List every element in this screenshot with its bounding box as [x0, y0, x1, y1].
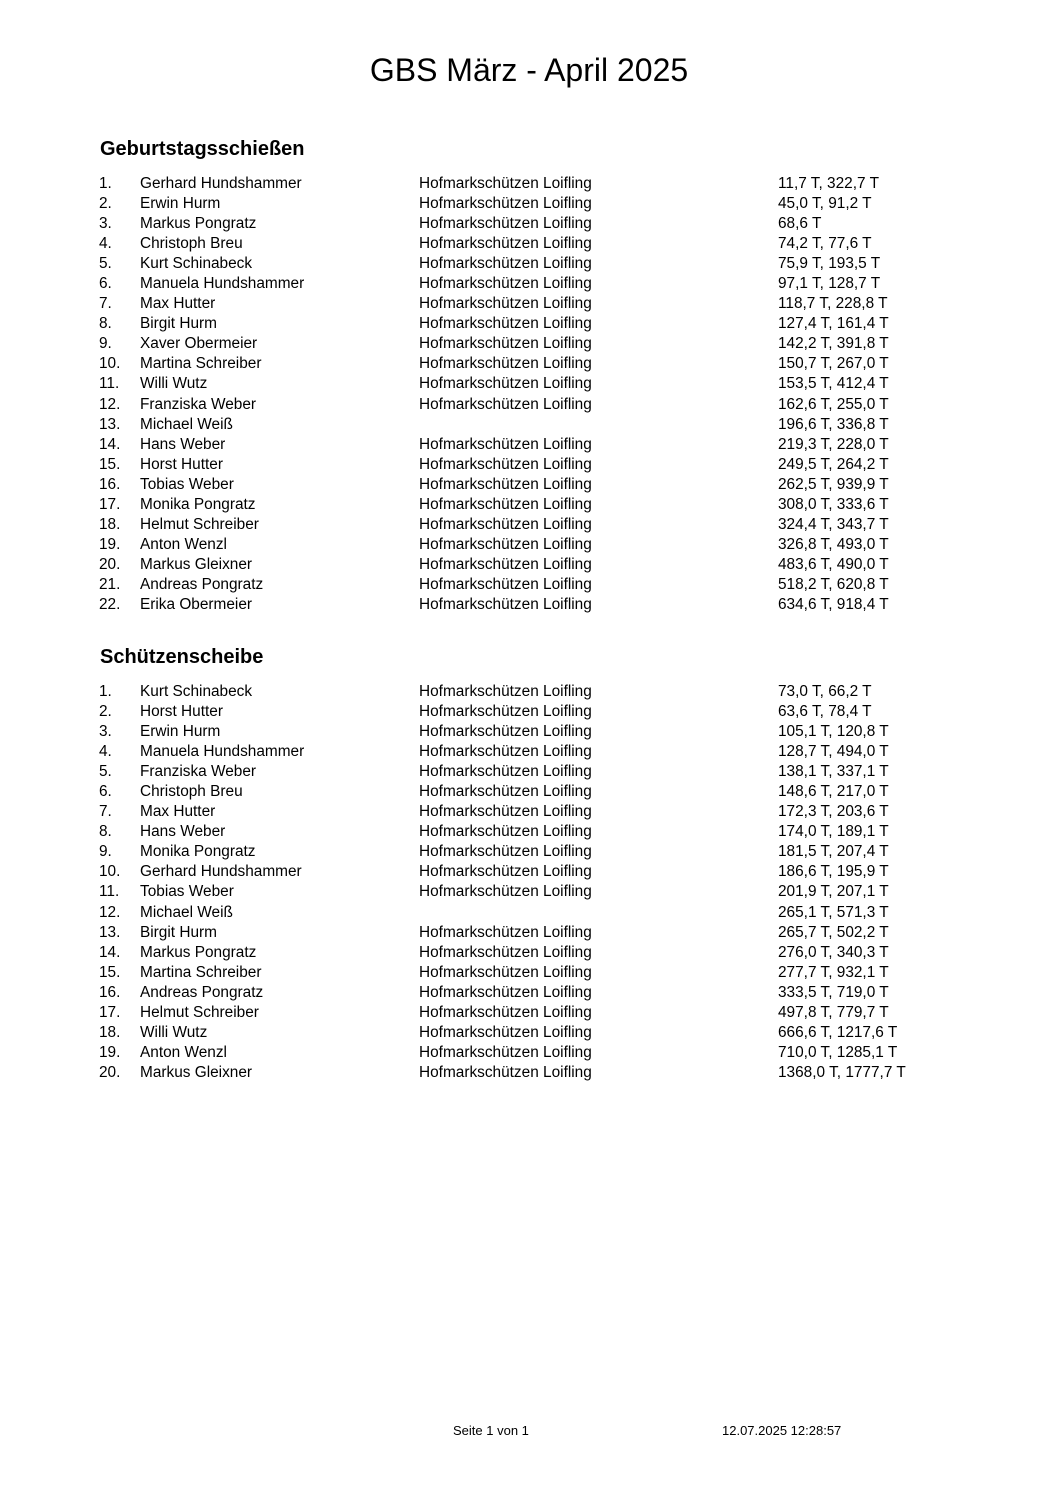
result-cell: 497,8 T, 779,7 T: [778, 1003, 889, 1021]
name-cell: Michael Weiß: [140, 415, 233, 433]
club-cell: Hofmarkschützen Loifling: [419, 883, 592, 901]
name-cell: Andreas Pongratz: [140, 575, 264, 593]
table-row: [0, 983, 1058, 1003]
rank-cell: 2.: [99, 195, 112, 213]
rank-cell: 15.: [99, 963, 121, 981]
name-cell: Tobias Weber: [140, 475, 234, 493]
rank-cell: 6.: [99, 275, 112, 293]
name-cell: Horst Hutter: [140, 703, 223, 721]
rank-cell: 2.: [99, 703, 112, 721]
rank-cell: 17.: [99, 495, 121, 513]
rank-cell: 19.: [99, 535, 121, 553]
table-row: [0, 722, 1058, 742]
rank-cell: 13.: [99, 415, 121, 433]
footer-page-number: Seite 1 von 1: [453, 1423, 529, 1438]
name-cell: Kurt Schinabeck: [140, 683, 253, 700]
rank-cell: 15.: [99, 455, 121, 473]
table-row: [0, 943, 1058, 963]
club-cell: Hofmarkschützen Loifling: [419, 235, 592, 253]
name-cell: Martina Schreiber: [140, 355, 262, 373]
club-cell: Hofmarkschützen Loifling: [419, 555, 592, 573]
table-row: [0, 435, 1058, 455]
club-cell: Hofmarkschützen Loifling: [419, 823, 592, 841]
table-row: [0, 495, 1058, 515]
result-cell: 265,1 T, 571,3 T: [778, 903, 889, 921]
page-title: GBS März - April 2025: [369, 52, 689, 88]
table-row: [0, 1043, 1058, 1063]
rank-cell: 20.: [99, 555, 121, 573]
table-row: [0, 802, 1058, 822]
result-cell: 324,4 T, 343,7 T: [778, 515, 889, 533]
result-cell: 634,6 T, 918,4 T: [778, 595, 889, 613]
result-cell: 483,6 T, 490,0 T: [778, 555, 889, 573]
name-cell: Markus Gleixner: [140, 1063, 253, 1081]
result-cell: 265,7 T, 502,2 T: [778, 923, 889, 941]
rank-cell: 12.: [99, 395, 121, 413]
table-row: [0, 903, 1058, 923]
name-cell: Anton Wenzl: [140, 1043, 227, 1061]
table-row: [0, 334, 1058, 354]
club-cell: Hofmarkschützen Loifling: [419, 703, 592, 721]
club-cell: Hofmarkschützen Loifling: [419, 743, 592, 761]
rank-cell: 18.: [99, 515, 121, 533]
name-cell: Franziska Weber: [140, 395, 257, 413]
rank-cell: 14.: [99, 435, 121, 453]
rank-cell: 7.: [99, 803, 112, 821]
rank-cell: 19.: [99, 1043, 121, 1061]
club-cell: Hofmarkschützen Loifling: [419, 195, 592, 213]
table-row: [0, 234, 1058, 254]
name-cell: Erwin Hurm: [140, 723, 221, 741]
table-row: [0, 923, 1058, 943]
name-cell: Gerhard Hundshammer: [140, 175, 302, 192]
section-heading: Schützenscheibe: [100, 646, 264, 668]
club-cell: Hofmarkschützen Loifling: [419, 375, 592, 393]
club-cell: Hofmarkschützen Loifling: [419, 683, 592, 700]
name-cell: Birgit Hurm: [140, 315, 217, 333]
table-row: [0, 174, 1058, 194]
table-row: [0, 782, 1058, 802]
rank-cell: 1.: [99, 175, 112, 192]
table-row: [0, 314, 1058, 334]
footer-timestamp: 12.07.2025 12:28:57: [722, 1423, 842, 1438]
name-cell: Hans Weber: [140, 435, 226, 453]
club-cell: Hofmarkschützen Loifling: [419, 255, 592, 273]
club-cell: Hofmarkschützen Loifling: [419, 575, 592, 593]
name-cell: Willi Wutz: [140, 1023, 208, 1041]
rank-cell: 11.: [99, 375, 120, 393]
club-cell: Hofmarkschützen Loifling: [419, 395, 592, 413]
result-cell: 148,6 T, 217,0 T: [778, 783, 889, 801]
result-cell: 68,6 T: [778, 215, 822, 233]
club-cell: Hofmarkschützen Loifling: [419, 175, 592, 192]
name-cell: Markus Gleixner: [140, 555, 253, 573]
club-cell: Hofmarkschützen Loifling: [419, 923, 592, 941]
club-cell: Hofmarkschützen Loifling: [419, 535, 592, 553]
name-cell: Franziska Weber: [140, 763, 257, 781]
result-cell: 1368,0 T, 1777,7 T: [778, 1063, 906, 1081]
name-cell: Hans Weber: [140, 823, 226, 841]
table-row: [0, 1023, 1058, 1043]
result-cell: 262,5 T, 939,9 T: [778, 475, 889, 493]
table-row: [0, 742, 1058, 762]
table-row: [0, 194, 1058, 214]
table-row: [0, 762, 1058, 782]
rank-cell: 18.: [99, 1023, 121, 1041]
table-row: [0, 535, 1058, 555]
rank-cell: 5.: [99, 763, 112, 781]
result-cell: 277,7 T, 932,1 T: [778, 963, 889, 981]
club-cell: Hofmarkschützen Loifling: [419, 1003, 592, 1021]
result-cell: 710,0 T, 1285,1 T: [778, 1043, 898, 1061]
name-cell: Helmut Schreiber: [140, 515, 259, 533]
rank-cell: 7.: [99, 295, 112, 313]
name-cell: Max Hutter: [140, 803, 216, 821]
result-cell: 74,2 T, 77,6 T: [778, 235, 872, 253]
name-cell: Willi Wutz: [140, 375, 208, 393]
rank-cell: 16.: [99, 983, 121, 1001]
rank-cell: 5.: [99, 255, 112, 273]
result-cell: 162,6 T, 255,0 T: [778, 395, 889, 413]
club-cell: Hofmarkschützen Loifling: [419, 595, 592, 613]
rank-cell: 9.: [99, 843, 112, 861]
rank-cell: 9.: [99, 335, 112, 353]
club-cell: Hofmarkschützen Loifling: [419, 295, 592, 313]
name-cell: Monika Pongratz: [140, 495, 256, 513]
result-cell: 97,1 T, 128,7 T: [778, 275, 881, 293]
result-cell: 75,9 T, 193,5 T: [778, 255, 881, 273]
table-row: [0, 702, 1058, 722]
name-cell: Kurt Schinabeck: [140, 255, 253, 273]
club-cell: Hofmarkschützen Loifling: [419, 1023, 592, 1041]
result-cell: 118,7 T, 228,8 T: [778, 295, 888, 313]
table-row: [0, 555, 1058, 575]
name-cell: Max Hutter: [140, 295, 216, 313]
name-cell: Erwin Hurm: [140, 195, 221, 213]
result-cell: 201,9 T, 207,1 T: [778, 883, 889, 901]
result-cell: 308,0 T, 333,6 T: [778, 495, 889, 513]
rank-cell: 12.: [99, 903, 121, 921]
table-row: [0, 1063, 1058, 1083]
rank-cell: 17.: [99, 1003, 121, 1021]
result-cell: 142,2 T, 391,8 T: [778, 335, 889, 353]
name-cell: Birgit Hurm: [140, 923, 217, 941]
result-cell: 276,0 T, 340,3 T: [778, 943, 889, 961]
result-cell: 73,0 T, 66,2 T: [778, 683, 872, 700]
result-cell: 333,5 T, 719,0 T: [778, 983, 889, 1001]
rank-cell: 1.: [99, 683, 112, 700]
club-cell: Hofmarkschützen Loifling: [419, 723, 592, 741]
table-row: [0, 822, 1058, 842]
club-cell: Hofmarkschützen Loifling: [419, 1043, 592, 1061]
table-row: [0, 882, 1058, 902]
name-cell: Martina Schreiber: [140, 963, 262, 981]
result-cell: 153,5 T, 412,4 T: [778, 375, 889, 393]
rank-cell: 22.: [99, 595, 121, 613]
table-row: [0, 682, 1058, 702]
rank-cell: 8.: [99, 315, 112, 333]
club-cell: Hofmarkschützen Loifling: [419, 763, 592, 781]
table-row: [0, 395, 1058, 415]
club-cell: Hofmarkschützen Loifling: [419, 863, 592, 881]
club-cell: Hofmarkschützen Loifling: [419, 515, 592, 533]
table-row: [0, 415, 1058, 435]
club-cell: Hofmarkschützen Loifling: [419, 355, 592, 373]
table-row: [0, 374, 1058, 394]
club-cell: Hofmarkschützen Loifling: [419, 1063, 592, 1081]
result-cell: 138,1 T, 337,1 T: [778, 763, 889, 781]
result-cell: 249,5 T, 264,2 T: [778, 455, 889, 473]
result-cell: 219,3 T, 228,0 T: [778, 435, 889, 453]
name-cell: Christoph Breu: [140, 783, 243, 801]
result-cell: 128,7 T, 494,0 T: [778, 743, 889, 761]
section-rows: [0, 174, 1058, 615]
name-cell: Christoph Breu: [140, 235, 243, 253]
table-row: [0, 842, 1058, 862]
name-cell: Horst Hutter: [140, 455, 223, 473]
club-cell: Hofmarkschützen Loifling: [419, 963, 592, 981]
club-cell: Hofmarkschützen Loifling: [419, 495, 592, 513]
table-row: [0, 254, 1058, 274]
rank-cell: 3.: [99, 215, 112, 233]
rank-cell: 6.: [99, 783, 112, 801]
club-cell: Hofmarkschützen Loifling: [419, 435, 592, 453]
result-cell: 11,7 T, 322,7 T: [778, 175, 879, 192]
result-cell: 666,6 T, 1217,6 T: [778, 1023, 898, 1041]
table-row: [0, 575, 1058, 595]
club-cell: Hofmarkschützen Loifling: [419, 943, 592, 961]
name-cell: Manuela Hundshammer: [140, 275, 305, 293]
rank-cell: 16.: [99, 475, 121, 493]
table-row: [0, 862, 1058, 882]
rank-cell: 3.: [99, 723, 112, 741]
name-cell: Gerhard Hundshammer: [140, 863, 302, 881]
section-heading: Geburtstagsschießen: [100, 138, 305, 160]
table-row: [0, 515, 1058, 535]
rank-cell: 8.: [99, 823, 112, 841]
name-cell: Markus Pongratz: [140, 215, 257, 233]
rank-cell: 4.: [99, 743, 112, 761]
rank-cell: 11.: [99, 883, 120, 901]
result-cell: 326,8 T, 493,0 T: [778, 535, 889, 553]
table-row: [0, 475, 1058, 495]
club-cell: Hofmarkschützen Loifling: [419, 983, 592, 1001]
name-cell: Xaver Obermeier: [140, 335, 258, 353]
name-cell: Erika Obermeier: [140, 595, 253, 613]
club-cell: Hofmarkschützen Loifling: [419, 455, 592, 473]
rank-cell: 10.: [99, 863, 121, 881]
name-cell: Tobias Weber: [140, 883, 234, 901]
section-rows: [0, 682, 1058, 1083]
table-row: [0, 1003, 1058, 1023]
rank-cell: 14.: [99, 943, 121, 961]
club-cell: Hofmarkschützen Loifling: [419, 335, 592, 353]
result-cell: 186,6 T, 195,9 T: [778, 863, 889, 881]
club-cell: Hofmarkschützen Loifling: [419, 475, 592, 493]
result-cell: 174,0 T, 189,1 T: [778, 823, 889, 841]
table-row: [0, 455, 1058, 475]
rank-cell: 13.: [99, 923, 121, 941]
table-row: [0, 963, 1058, 983]
name-cell: Michael Weiß: [140, 903, 233, 921]
name-cell: Anton Wenzl: [140, 535, 227, 553]
name-cell: Andreas Pongratz: [140, 983, 264, 1001]
result-cell: 105,1 T, 120,8 T: [778, 723, 889, 741]
table-row: [0, 274, 1058, 294]
result-cell: 127,4 T, 161,4 T: [778, 315, 889, 333]
result-cell: 150,7 T, 267,0 T: [778, 355, 889, 373]
table-row: [0, 214, 1058, 234]
rank-cell: 4.: [99, 235, 112, 253]
rank-cell: 20.: [99, 1063, 121, 1081]
rank-cell: 10.: [99, 355, 121, 373]
table-row: [0, 595, 1058, 615]
name-cell: Manuela Hundshammer: [140, 743, 305, 761]
rank-cell: 21.: [99, 575, 121, 593]
club-cell: Hofmarkschützen Loifling: [419, 843, 592, 861]
club-cell: Hofmarkschützen Loifling: [419, 783, 592, 801]
club-cell: Hofmarkschützen Loifling: [419, 275, 592, 293]
name-cell: Markus Pongratz: [140, 943, 257, 961]
result-cell: 518,2 T, 620,8 T: [778, 575, 889, 593]
result-cell: 63,6 T, 78,4 T: [778, 703, 872, 721]
table-row: [0, 294, 1058, 314]
result-cell: 181,5 T, 207,4 T: [778, 843, 889, 861]
result-cell: 172,3 T, 203,6 T: [778, 803, 889, 821]
club-cell: Hofmarkschützen Loifling: [419, 315, 592, 333]
result-cell: 196,6 T, 336,8 T: [778, 415, 889, 433]
table-row: [0, 354, 1058, 374]
name-cell: Helmut Schreiber: [140, 1003, 259, 1021]
club-cell: Hofmarkschützen Loifling: [419, 215, 592, 233]
club-cell: Hofmarkschützen Loifling: [419, 803, 592, 821]
name-cell: Monika Pongratz: [140, 843, 256, 861]
result-cell: 45,0 T, 91,2 T: [778, 195, 872, 213]
